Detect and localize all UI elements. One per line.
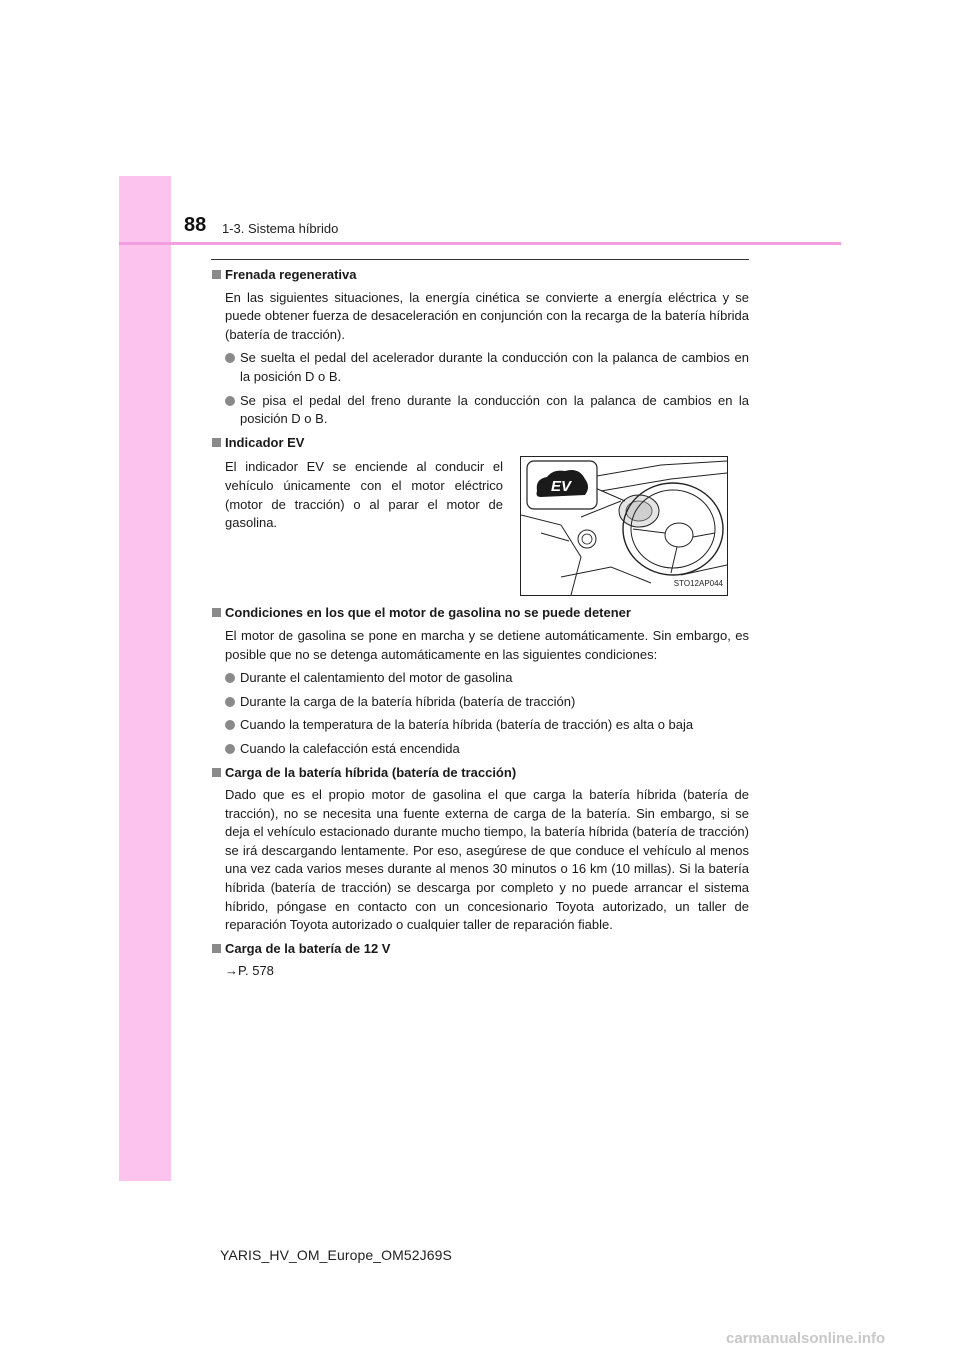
list-item: Cuando la calefacción está encendida <box>211 740 749 759</box>
list-item: Durante la carga de la batería híbrida (batería de tracción) <box>211 693 749 712</box>
footer-doc-id: YARIS_HV_OM_Europe_OM52J69S <box>220 1247 452 1263</box>
paragraph-condiciones: El motor de gasolina se pone en marcha y se detiene automáticamente. Sin embargo, es posible que no se detenga automáticamente en las siguientes condiciones: <box>225 627 749 662</box>
page-reference-link[interactable]: →P. 578 <box>225 963 274 979</box>
pink-sidebar <box>119 176 171 1181</box>
paragraph-indicador: El indicador EV se enciende al conducir el vehículo únicamente con el motor eléctrico (motor de tracción) o al parar el motor de gasolina. <box>225 459 503 531</box>
ev-row <box>211 456 749 596</box>
content-top-rule <box>211 259 749 260</box>
list-item: Se pisa el pedal del freno durante la conducción con la palanca de cambios en la posición D o B. <box>211 392 749 429</box>
page-number: 88 <box>184 214 207 236</box>
bullet-icon <box>225 720 235 730</box>
ev-indicator-figure <box>520 456 728 596</box>
header-rule <box>119 242 841 245</box>
list-item: Se suelta el pedal del acelerador durante la conducción con la palanca de cambios en la posición D o B. <box>211 349 749 386</box>
bullet-icon <box>225 353 235 363</box>
watermark: carmanualsonline.info <box>726 1330 886 1347</box>
ev-badge-icon: EV <box>550 478 572 496</box>
heading-indicador: Indicador EV <box>211 434 749 453</box>
bullet-icon <box>225 673 235 683</box>
list-item: Durante el calentamiento del motor de gasolina <box>211 669 749 688</box>
section-title: 1-3. Sistema híbrido <box>222 221 339 236</box>
paragraph-carga-hibrida: Dado que es el propio motor de gasolina el que carga la batería híbrida (batería de tracción), no se necesita una fuente externa de carga de la batería. Sin embargo, si se deja el vehículo estacionado durante mucho tiempo, la batería híbrida (batería de tracción) se irá descargando lentamente. Por eso, asegúrese de que conduce el vehículo al menos una vez cada varios meses durante al menos 30 minutos o 16 km (10 millas). Si la batería híbrida (batería de tracción) se descarga por completo y no puede arrancar el sistema híbrido, póngase en contacto con un concesionario Toyota autorizado, un taller de reparación Toyota autorizado o cualquier taller de reparación fiable. <box>225 787 749 933</box>
paragraph-frenada: En las siguientes situaciones, la energía cinética se convierte a energía eléctrica y se puede obtener fuerza de desaceleración en conjunción con la recarga de la batería híbrida (batería de tracción). <box>225 289 749 342</box>
heading-carga-hibrida: Carga de la batería híbrida (batería de tracción) <box>211 764 749 783</box>
content <box>211 266 749 986</box>
bullet-icon <box>225 396 235 406</box>
heading-carga-12v: Carga de la batería de 12 V <box>211 940 749 959</box>
figure-code: STO12AP044 <box>673 578 723 588</box>
bullet-icon <box>225 697 235 707</box>
list-item: Cuando la temperatura de la batería híbrida (batería de tracción) es alta o baja <box>211 716 749 735</box>
bullet-icon <box>225 744 235 754</box>
heading-frenada: Frenada regenerativa <box>211 266 749 285</box>
heading-condiciones: Condiciones en los que el motor de gasolina no se puede detener <box>211 604 749 623</box>
